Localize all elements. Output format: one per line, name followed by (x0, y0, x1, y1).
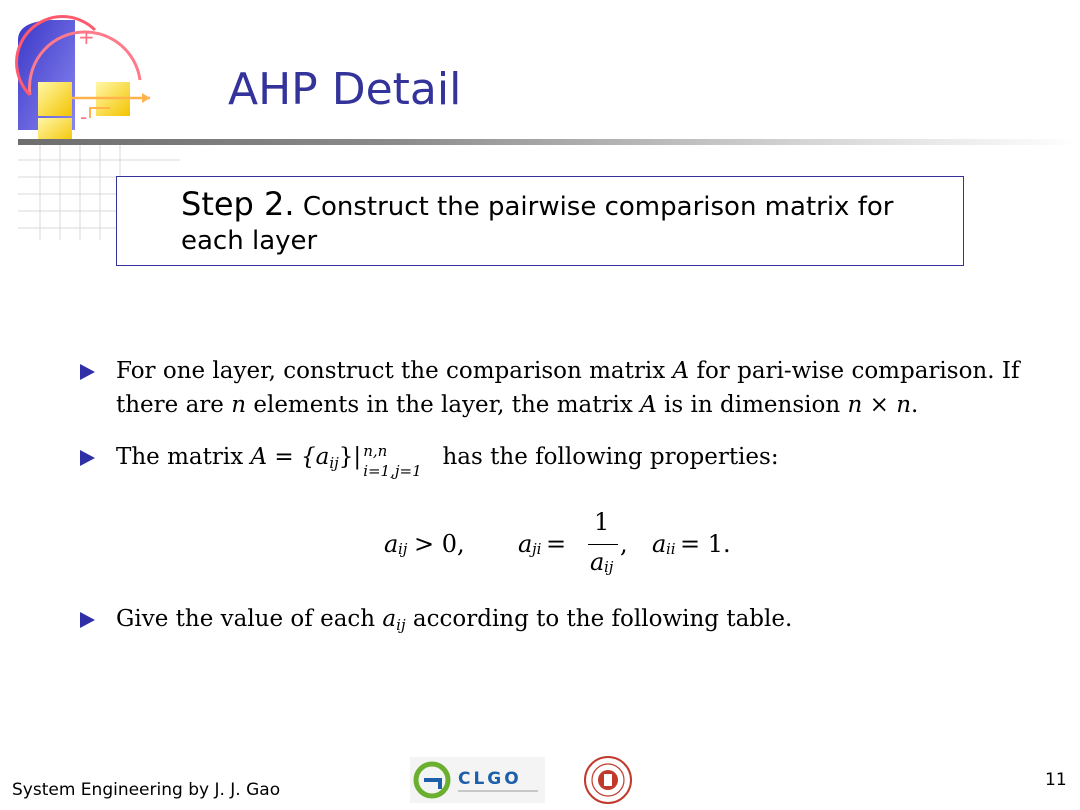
triangle-bullet-icon (80, 612, 95, 628)
bullet-2 (80, 440, 1030, 480)
footer-author: System Engineering by J. J. Gao (12, 780, 281, 800)
step-box (116, 176, 964, 266)
title-underline (18, 139, 1080, 145)
step-description: Construct the pairwise comparison matrix for each layer (181, 192, 894, 256)
bullet-3-text: Give the value of each $a_{ij}$ according to the following table. (116, 606, 793, 634)
triangle-bullet-icon (80, 364, 95, 380)
property-formula: a ij > 0, a ji = 1 a ij , a ii = 1. (384, 508, 731, 576)
clgo-logo (410, 757, 545, 803)
triangle-bullet-icon (80, 450, 95, 466)
step-lead: Step 2. (181, 185, 295, 223)
fraction-bar (588, 544, 618, 545)
bullet-1 (80, 354, 1030, 426)
svg-text:CLGO: CLGO (458, 769, 522, 789)
bullet-3 (80, 602, 1030, 642)
page-number: 11 (1045, 770, 1067, 790)
bullet-1-text: For one layer, construct the comparison matrix A for pari-wise comparison. If there are n elements in the layer, the matrix A is in dimension n × n. (116, 358, 1020, 418)
university-seal-icon (583, 755, 633, 805)
svg-text:+: + (78, 25, 95, 49)
svg-text:-: - (80, 105, 88, 129)
slide-title: AHP Detail (228, 64, 462, 115)
step-text (181, 187, 941, 258)
bullet-2-text: The matrix $A = \{a_{ij}\}|$ n,n i=1,j=1 has the following properties: (116, 442, 779, 480)
